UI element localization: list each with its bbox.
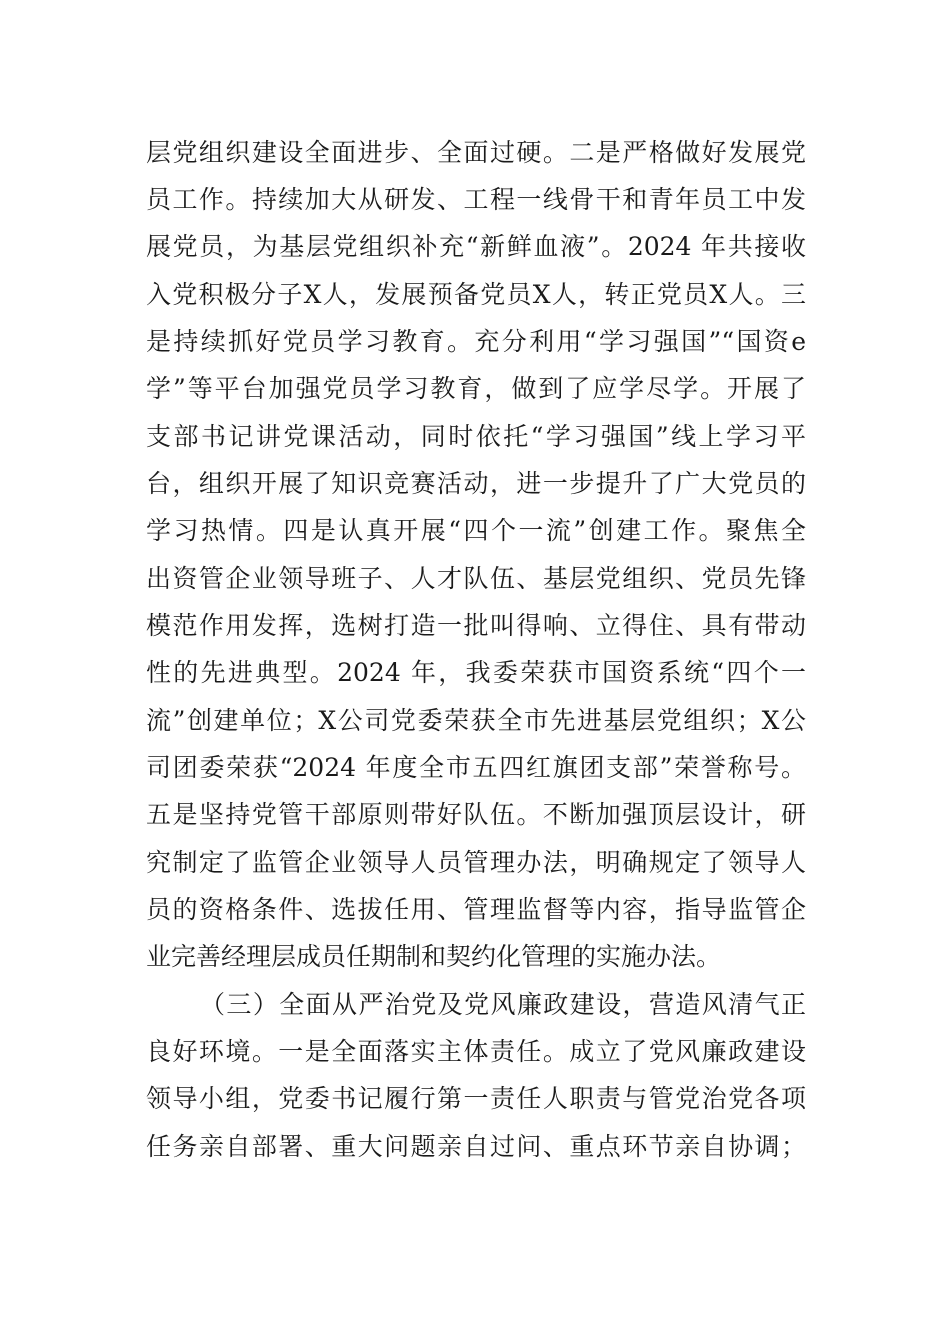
text-line-8: 台，组织开展了知识竞赛活动，进一步提升了广大党员的 bbox=[146, 469, 806, 498]
text-line-17: 员的资格条件、选拔任用、管理监督等内容，指导监管企 bbox=[146, 895, 806, 924]
text-line-3: 展党员，为基层党组织补充“新鲜血液”。2024 年共接收 bbox=[146, 232, 806, 261]
section-heading-line: （三）全面从严治党及党风廉政建设，营造风清气正 bbox=[200, 990, 806, 1019]
text-line-21: 领导小组，党委书记履行第一责任人职责与管党治党各项 bbox=[146, 1084, 806, 1113]
text-line-1: 层党组织建设全面进步、全面过硬。二是严格做好发展党 bbox=[146, 138, 806, 167]
text-line-5: 是持续抓好党员学习教育。充分利用“学习强国”“国资e bbox=[146, 327, 806, 356]
text-line-18: 业完善经理层成员任期制和契约化管理的实施办法。 bbox=[146, 942, 722, 971]
text-line-4: 入党积极分子X人，发展预备党员X人，转正党员X人。三 bbox=[146, 280, 806, 309]
text-line-22: 任务亲自部署、重大问题亲自过问、重点环节亲自协调； bbox=[146, 1132, 806, 1161]
text-line-12: 性的先进典型。2024 年，我委荣获市国资系统“四个一 bbox=[146, 658, 806, 687]
text-line-2: 员工作。持续加大从研发、工程一线骨干和青年员工中发 bbox=[146, 185, 806, 214]
text-line-7: 支部书记讲党课活动，同时依托“学习强国”线上学习平 bbox=[146, 422, 806, 451]
text-line-20: 良好环境。一是全面落实主体责任。成立了党风廉政建设 bbox=[146, 1037, 806, 1066]
text-line-9: 学习热情。四是认真开展“四个一流”创建工作。聚焦全 bbox=[146, 516, 806, 545]
text-line-16: 究制定了监管企业领导人员管理办法，明确规定了领导人 bbox=[146, 848, 806, 877]
text-line-15: 五是坚持党管干部原则带好队伍。不断加强顶层设计，研 bbox=[146, 800, 806, 829]
text-line-14: 司团委荣获“2024 年度全市五四红旗团支部”荣誉称号。 bbox=[146, 753, 806, 782]
text-line-6: 学”等平台加强党员学习教育，做到了应学尽学。开展了 bbox=[146, 374, 806, 403]
text-line-11: 模范作用发挥，选树打造一批叫得响、立得住、具有带动 bbox=[146, 611, 806, 640]
text-line-13: 流”创建单位；X公司党委荣获全市先进基层党组织；X公 bbox=[146, 706, 806, 735]
text-line-10: 出资管企业领导班子、人才队伍、基层党组织、党员先锋 bbox=[146, 564, 806, 593]
